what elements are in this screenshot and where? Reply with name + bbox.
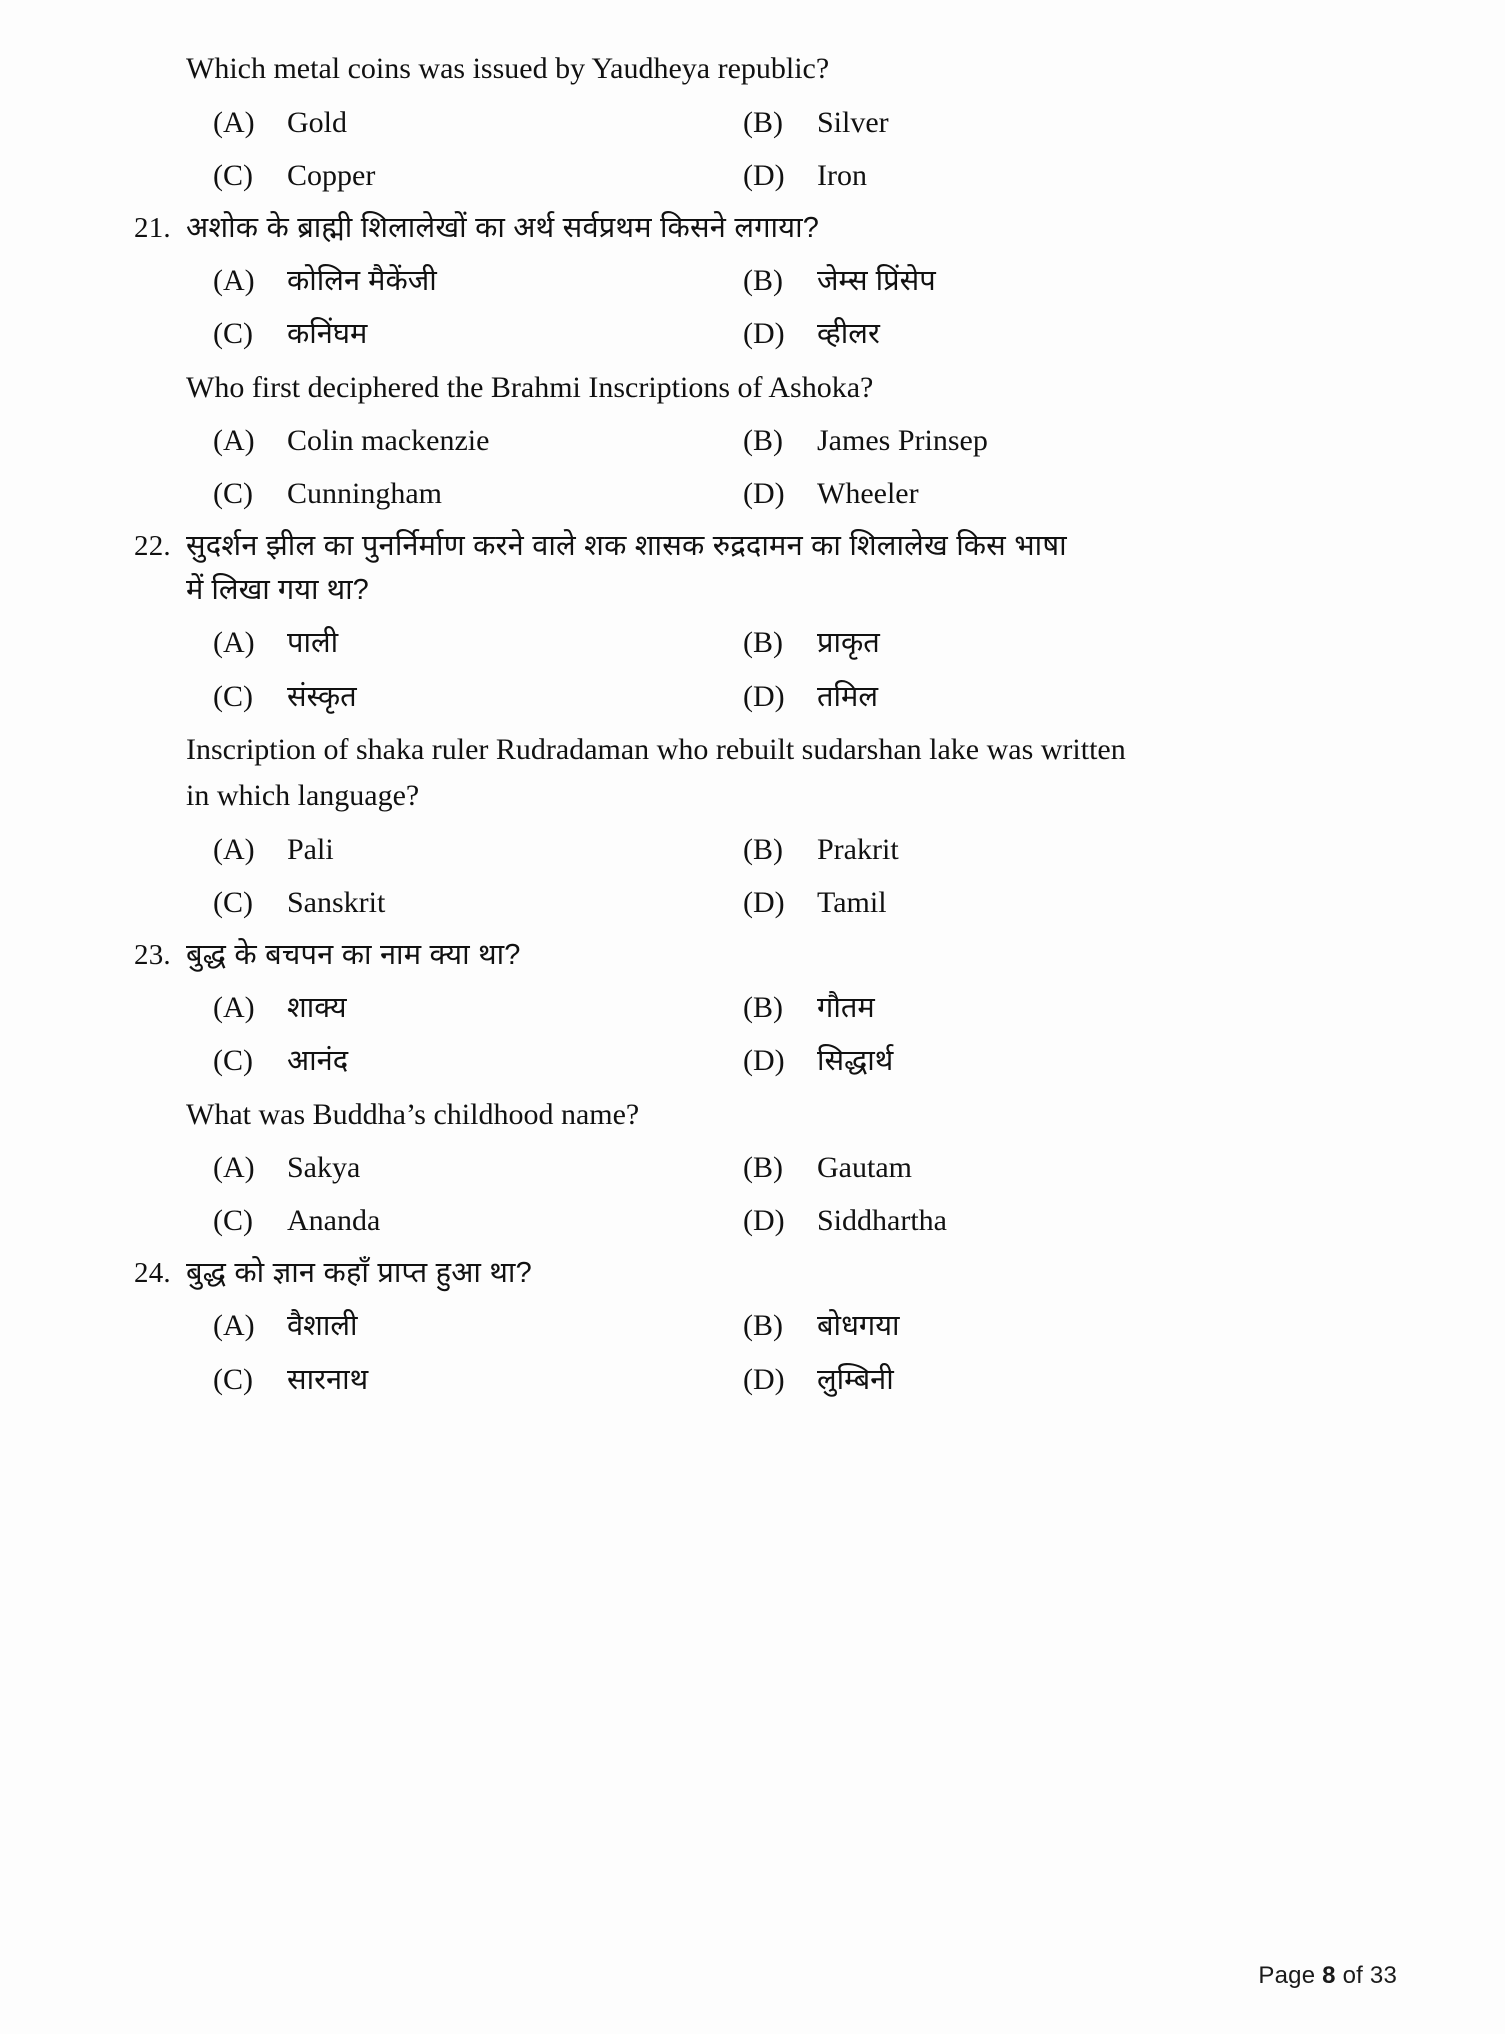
option-b[interactable]	[733, 985, 1395, 1031]
option-label: बोधगया	[817, 1310, 900, 1343]
option-label: Siddhartha	[817, 1204, 947, 1238]
option-b[interactable]	[733, 258, 1395, 304]
option-key: (A)	[213, 626, 255, 660]
option-row	[175, 880, 1395, 925]
option-label: पाली	[287, 627, 339, 660]
question-stem-hindi-line	[134, 933, 1395, 977]
question-stem-english: Who first deciphered the Brahmi Inscriptions of Ashoka?	[186, 370, 874, 404]
question-block-carryover	[175, 46, 1395, 198]
question-number: 22.	[134, 530, 171, 563]
option-label: कनिंघम	[287, 318, 368, 351]
option-c[interactable]	[175, 471, 733, 516]
question-stem-hindi: अशोक के ब्राह्मी शिलालेखों का अर्थ सर्वप्रथम किसने लगाया?	[186, 211, 820, 244]
option-b[interactable]	[733, 620, 1395, 666]
question-number: 23.	[134, 938, 171, 971]
option-c[interactable]	[175, 1198, 733, 1243]
option-key: (D)	[743, 679, 785, 713]
options-hindi	[175, 985, 1395, 1084]
option-label: आनंद	[287, 1045, 349, 1078]
question-block-22	[134, 524, 1395, 924]
option-row	[175, 985, 1395, 1031]
options-hindi	[175, 258, 1395, 357]
option-key: (D)	[743, 158, 785, 192]
option-label: Sakya	[287, 1151, 361, 1185]
question-number: 21.	[134, 211, 171, 244]
option-a[interactable]	[175, 827, 733, 872]
option-label: Wheeler	[817, 477, 919, 511]
option-label: Tamil	[817, 885, 887, 919]
option-key: (A)	[213, 105, 255, 139]
option-key: (C)	[213, 1044, 253, 1078]
option-label: Sanskrit	[287, 885, 386, 919]
question-stem-english-continuation: in which language?	[186, 779, 420, 813]
option-b[interactable]	[733, 827, 1395, 872]
option-key: (D)	[743, 885, 785, 919]
option-key: (C)	[213, 317, 253, 351]
footer-of: of	[1342, 1962, 1364, 1989]
option-label: Copper	[287, 158, 376, 192]
option-label: व्हीलर	[817, 318, 880, 351]
option-row	[175, 1303, 1395, 1349]
question-stem-hindi: सुदर्शन झील का पुनर्निर्माण करने वाले शक शासक रुद्रदामन का शिलालेख किस भाषा	[186, 530, 1067, 563]
option-a[interactable]	[175, 985, 733, 1031]
option-row	[175, 153, 1395, 198]
footer-prefix: Page	[1258, 1962, 1316, 1989]
option-d[interactable]	[733, 311, 1395, 357]
option-c[interactable]	[175, 880, 733, 925]
question-stem-hindi-line	[134, 524, 1395, 568]
question-block-24	[134, 1251, 1395, 1402]
option-d[interactable]	[733, 1038, 1395, 1084]
option-label: शाक्य	[287, 991, 347, 1024]
option-label: Colin mackenzie	[287, 424, 490, 458]
option-d[interactable]	[733, 1198, 1395, 1243]
option-label: प्राकृत	[817, 627, 880, 660]
question-stem-english: What was Buddha’s childhood name?	[186, 1097, 640, 1131]
footer-current-page: 8	[1322, 1962, 1336, 1989]
option-key: (A)	[213, 990, 255, 1024]
question-block-21	[134, 206, 1395, 517]
option-row	[175, 311, 1395, 357]
option-key: (A)	[213, 1309, 255, 1343]
question-stem-hindi: बुद्ध को ज्ञान कहाँ प्राप्त हुआ था?	[186, 1257, 532, 1290]
option-label: Iron	[817, 158, 867, 192]
option-key: (C)	[213, 477, 253, 511]
option-row	[175, 100, 1395, 145]
question-stem-english: Which metal coins was issued by Yaudheya republic?	[186, 52, 830, 85]
option-row	[175, 1357, 1395, 1403]
question-stem-hindi-continuation: में लिखा गया था?	[186, 574, 369, 607]
option-row	[175, 827, 1395, 872]
options-english	[175, 418, 1395, 516]
option-label: Gold	[287, 105, 347, 139]
option-a[interactable]	[175, 1303, 733, 1349]
option-label: Silver	[817, 105, 889, 139]
option-d[interactable]	[733, 674, 1395, 720]
option-row	[175, 674, 1395, 720]
option-label: सारनाथ	[287, 1363, 369, 1396]
option-a[interactable]	[175, 620, 733, 666]
option-key: (A)	[213, 1151, 255, 1185]
option-label: Gautam	[817, 1151, 912, 1185]
question-stem-hindi-line	[134, 206, 1395, 250]
option-c[interactable]	[175, 311, 733, 357]
option-label: जेम्स प्रिंसेप	[817, 264, 936, 297]
option-key: (B)	[743, 626, 783, 660]
options-hindi	[175, 1303, 1395, 1402]
question-stem-hindi: बुद्ध के बचपन का नाम क्या था?	[186, 938, 521, 971]
option-row	[175, 258, 1395, 304]
option-key: (D)	[743, 1044, 785, 1078]
option-label: Cunningham	[287, 477, 442, 511]
option-row	[175, 1198, 1395, 1243]
option-key: (A)	[213, 424, 255, 458]
option-b[interactable]	[733, 418, 1395, 463]
option-c[interactable]	[175, 153, 733, 198]
option-c[interactable]	[175, 674, 733, 720]
option-label: सिद्धार्थ	[817, 1045, 894, 1078]
option-b[interactable]	[733, 1145, 1395, 1190]
option-key: (C)	[213, 885, 253, 919]
option-row	[175, 471, 1395, 516]
option-label: Ananda	[287, 1204, 381, 1238]
option-label: James Prinsep	[817, 424, 988, 458]
option-label: कोलिन मैकेंजी	[287, 264, 437, 297]
option-b[interactable]	[733, 1303, 1395, 1349]
option-d[interactable]	[733, 1357, 1395, 1403]
option-row	[175, 1145, 1395, 1190]
option-a[interactable]	[175, 258, 733, 304]
option-key: (C)	[213, 158, 253, 192]
footer-total-pages: 33	[1369, 1962, 1397, 1989]
option-key: (A)	[213, 832, 255, 866]
option-c[interactable]	[175, 1357, 733, 1403]
option-a[interactable]	[175, 100, 733, 145]
option-label: तमिल	[817, 680, 879, 713]
option-key: (C)	[213, 679, 253, 713]
option-d[interactable]	[733, 153, 1395, 198]
option-label: Prakrit	[817, 832, 899, 866]
question-block-23	[134, 933, 1395, 1244]
option-d[interactable]	[733, 471, 1395, 516]
option-c[interactable]	[175, 1038, 733, 1084]
option-key: (D)	[743, 1204, 785, 1238]
option-d[interactable]	[733, 880, 1395, 925]
option-row	[175, 418, 1395, 463]
option-key: (D)	[743, 317, 785, 351]
option-key: (C)	[213, 1204, 253, 1238]
option-key: (B)	[743, 263, 783, 297]
question-stem-hindi-line	[134, 1251, 1395, 1295]
option-key: (B)	[743, 105, 783, 139]
page-footer	[1258, 1962, 1397, 1990]
option-key: (D)	[743, 1362, 785, 1396]
question-number: 24.	[134, 1257, 171, 1290]
option-key: (D)	[743, 477, 785, 511]
option-label: गौतम	[817, 991, 875, 1024]
option-key: (B)	[743, 832, 783, 866]
options-english	[175, 827, 1395, 925]
option-row	[175, 620, 1395, 666]
options-english	[175, 100, 1395, 198]
option-row	[175, 1038, 1395, 1084]
option-key: (A)	[213, 263, 255, 297]
option-key: (C)	[213, 1362, 253, 1396]
option-label: लुम्बिनी	[817, 1363, 894, 1396]
option-key: (B)	[743, 1309, 783, 1343]
option-b[interactable]	[733, 100, 1395, 145]
option-label: वैशाली	[287, 1310, 358, 1343]
option-a[interactable]	[175, 418, 733, 463]
option-key: (B)	[743, 990, 783, 1024]
options-english	[175, 1145, 1395, 1243]
question-stem-english: Inscription of shaka ruler Rudradaman who rebuilt sudarshan lake was written	[186, 733, 1126, 767]
option-key: (B)	[743, 424, 783, 458]
option-a[interactable]	[175, 1145, 733, 1190]
option-label: Pali	[287, 832, 334, 866]
option-key: (B)	[743, 1151, 783, 1185]
options-hindi	[175, 620, 1395, 719]
option-label: संस्कृत	[287, 680, 357, 713]
